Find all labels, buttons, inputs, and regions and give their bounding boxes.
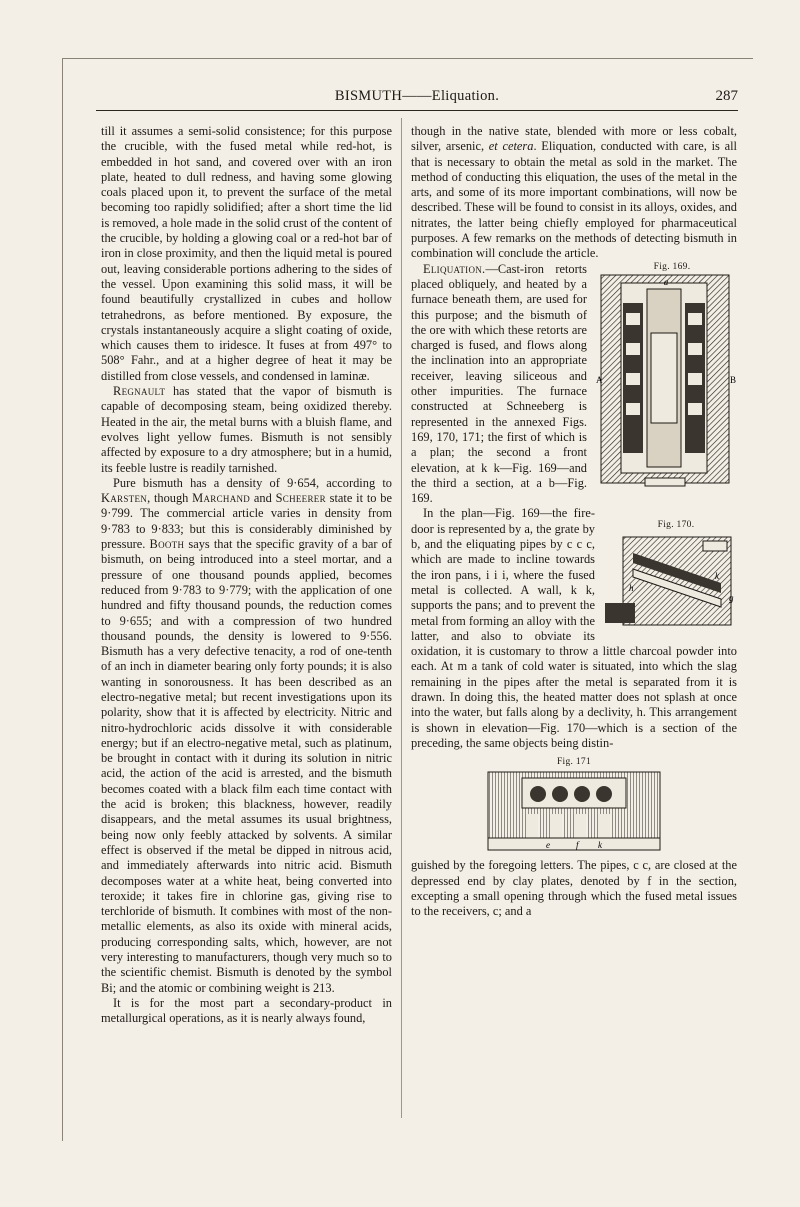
plan-text: In the plan—Fig. 169—the fire-door is represented by a, the grate by b, and the eliquating pipes by c c c, which are made to incline towards the iron pans, i i i, where the fused metal is collected. A wall, k k, supports the pans; and to prevent the metal from forming an alloy with the latter, and also to obviate its oxidation, it is customary to throw a little charcoal powder into each. At m a tank of cold water is situated, into which the slag remaining in the pipes after the metal is separated from it is drawn. In doing this, the heated matter does not splash at once into the water, but falls along by a declivity, h. This arrangement is shown in elevation—Fig. 170—which is a section of the preceding, the same objects being distin-	[411, 506, 737, 750]
fig171-label-k: k	[598, 840, 602, 851]
fig169-label-A: A	[596, 374, 603, 385]
page-header	[96, 88, 738, 110]
right-column	[411, 124, 737, 920]
left-column	[101, 124, 392, 1027]
fig170-label-k: k	[715, 571, 719, 582]
fig169-label-a: a	[663, 276, 669, 287]
eliquation-text: —Cast-iron retorts placed obliquely, and heated by a furnace beneath them, are used for this purpose; and the bismuth of the ore with which these retorts are charged is fused, and flows along the inclination into an appropriate receiver, leaving siliceous and other impurities. The furnace constructed at Schneeberg is represented in the annexed Figs. 169, 170, 171; the first of which is a plan; the second a front elevation, at k k—Fig. 169—and the third a section, at a b—Fig. 169.	[411, 261, 587, 506]
furnace-elevation-figure	[486, 770, 662, 854]
paragraph-density	[101, 476, 392, 996]
author-karsten: Karsten	[101, 491, 148, 506]
density-text-b: , though	[147, 491, 193, 506]
density-text-a: Pure bismuth has a density of 9·654, according to	[113, 475, 392, 490]
paragraph-plan	[411, 506, 737, 751]
author-booth: Booth	[149, 537, 185, 552]
furnace-section-figure	[603, 531, 737, 629]
figure-169-caption: Fig. 169.	[653, 261, 691, 272]
fig171-label-e: e	[546, 840, 550, 851]
fig171-label-f: f	[576, 840, 579, 851]
density-text-d: state it to be 9·799. The commercial article varies in density from 9·783 to 9·833; but this is considerably diminished by pressure.	[101, 491, 392, 552]
section-heading-eliquation: Eliquation.	[423, 261, 486, 276]
figure-170-caption: Fig. 170.	[657, 520, 695, 531]
header-rule	[96, 110, 738, 111]
paragraph-regnault-text: has stated that the vapor of bismuth is capable of decomposing steam, being oxidized thereby. Heated in the air, the metal burns with a bluish flame, and evolves light yellow fumes. Bismuth is not sensibly affected by exposure to a dry atmosphere; but in a humid, its feeble lustre is readily tarnished.	[101, 384, 392, 475]
column-divider	[401, 118, 402, 1118]
density-text-e: says that the specific gravity of a bar of bismuth, on being introduced into a steel mortar, and a pressure of one thousand pounds applied, becomes reduced from 9·783 to 9·779; with the application of one hundred and fifty thousand pounds, the reduction comes to 9·655; and with a compression of two hundred thousand pounds, the density is lowered to 9·556. Bismuth has a very defective tenacity, a rod of one-tenth of an inch in diameter bearing only forty pounds; it is also wanting in sonorousness. It has been described as an electro-negative metal; but recent investigations upon its polarity, show that it is affected by electricity. Nitric and nitro-hydrochloric acids dissolve it with considerable energy; but if an electro-negative metal, such as platinum, be brought in contact with it during its solution in nitric acid, the action of the acid is arrested, and the bismuth becomes coated with a black film each time contact with the acid is broken; this blackness, however, readily disappears, and the metal assumes its usual brightness, being now only feebly attacked by solvents. A similar effect is observed if the metal be dipped in nitrous acid, and immediately afterwards into nitric acid. Bismuth decomposes water at a white heat, being converted into teroxide; it takes fire in chlorine gas, giving rise to terchloride of bismuth. It combines with most of the non-metallic elements, as also its oxide with mineral acids, producing corresponding salts, which, however, are not very interesting to manufacturers, though very much so to the scientific chemist. Bismuth is denoted by the symbol Bi; and the atomic or combining weight is 213.	[101, 537, 393, 995]
figure-169	[595, 262, 737, 488]
page-number: 287	[715, 88, 738, 104]
figure-171	[411, 755, 737, 854]
fig170-label-h: h	[629, 583, 634, 594]
figure-171-caption: Fig. 171	[556, 757, 592, 768]
figure-170	[603, 520, 737, 629]
fig170-label-g: g	[729, 593, 734, 604]
author-regnault: Regnault	[113, 384, 166, 399]
native-text-b: . Eliquation, conducted with care, is all that is necessary to obtain the metal as sold in the market. The method of conducting this eliquation, the uses of the metal in the arts, and some of its more important combinations, will now be described. These will be found to consist in its alloys, oxides, and nitrates, the latter being chiefly employed for pharmaceutical purposes. A few remarks on the methods of detecting bismuth in combination will conclude the article.	[411, 139, 737, 261]
fig169-label-B: B	[730, 374, 737, 385]
density-text-c: and	[250, 491, 276, 506]
paragraph-eliquation	[411, 262, 737, 507]
paragraph-native-state	[411, 124, 737, 262]
author-marchand: Marchand	[192, 491, 251, 506]
furnace-plan-figure	[595, 273, 737, 488]
native-text-a: though in the native state, blended with more or less cobalt, silver, arsenic,	[411, 124, 737, 154]
running-head: BISMUTH——Eliquation.	[334, 88, 500, 104]
et-cetera: et cetera	[488, 139, 534, 154]
author-scheerer: Scheerer	[275, 491, 326, 506]
paragraph-secondary-product: It is for the most part a secondary-product in metallurgical operations, as it is nearly always found,	[101, 995, 392, 1026]
paragraph-regnault	[101, 384, 392, 476]
paragraph-crystallization: till it assumes a semi-solid consistence; for this purpose the crucible, with the fused metal while red-hot, is embedded in hot sand, and covered over with an iron plate, heated to dull redness, and having some glowing coals placed upon it, to prevent the surface of the metal becoming too rapidly solidified; after a short time the lid is removed, a hole made in the solid crust of the content of the crucible, by holding a glowing coal or a red-hot bar of iron in close proximity, and then the liquid metal is poured out, leaving considerable portions adhering to the sides of the vessel. Upon examining this solid mass, it will be found beautifully crystallized in cubes and hollow tetrahedrons, as before mentioned. By exposure, the crystals instantaneously acquire a slight coating of oxide, which causes them to iridesce. It fuses at from 497° to 508° Fahr., and at a higher degree of heat it may be distilled from close vessels, and condensed in laminæ.	[101, 124, 392, 383]
paragraph-pipes: guished by the foregoing letters. The pipes, c c, are closed at the depressed end by clay plates, denoted by f in the section, excepting a small opening through which the fused metal issues to the receivers, c; and a	[411, 858, 737, 919]
